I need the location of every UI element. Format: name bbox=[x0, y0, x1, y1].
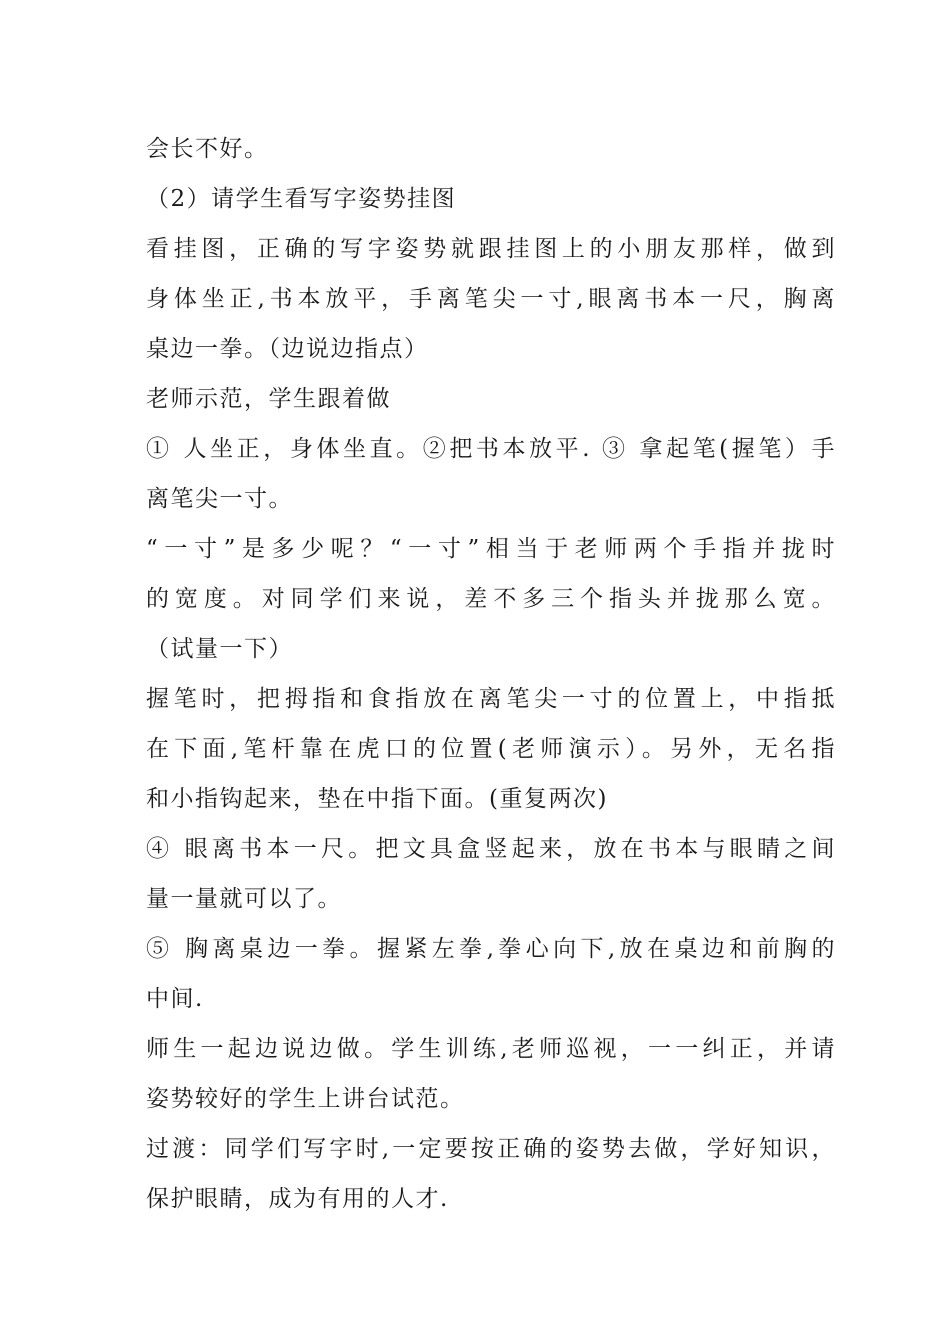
text-line: 看挂图，正确的写字姿势就跟挂图上的小朋友那样，做到 bbox=[146, 236, 836, 262]
text-line: 师生一起边说边做。学生训练,老师巡视，一一纠正，并请 bbox=[146, 1036, 836, 1062]
text-line: 桌边一拳。（边说边指点） bbox=[146, 336, 429, 362]
text-line: 离笔尖一寸。 bbox=[146, 486, 293, 512]
text-line: ① 人坐正，身体坐直。②把书本放平. ③ 拿起笔(握笔）手 bbox=[146, 436, 836, 462]
text-line: （2）请学生看写字姿势挂图 bbox=[146, 186, 457, 212]
text-line: “一寸”是多少呢？“一寸”相当于老师两个手指并拢时 bbox=[146, 536, 836, 562]
text-line: ⑤ 胸离桌边一拳。握紧左拳,拳心向下,放在桌边和前胸的 bbox=[146, 936, 836, 962]
text-line: 老师示范，学生跟着做 bbox=[146, 386, 391, 412]
text-line: 的宽度。对同学们来说，差不多三个指头并拢那么宽。 bbox=[146, 586, 836, 612]
text-line: 姿势较好的学生上讲台试范。 bbox=[146, 1086, 465, 1112]
text-line: ④ 眼离书本一尺。把文具盒竖起来，放在书本与眼睛之间 bbox=[146, 836, 836, 862]
text-line: 过渡：同学们写字时,一定要按正确的姿势去做，学好知识， bbox=[146, 1136, 836, 1162]
text-line: 量一量就可以了。 bbox=[146, 886, 342, 912]
text-line: 保护眼睛，成为有用的人才. bbox=[146, 1186, 449, 1212]
text-line: 和小指钩起来，垫在中指下面。(重复两次) bbox=[146, 786, 608, 812]
text-line: 身体坐正,书本放平，手离笔尖一寸,眼离书本一尺，胸离 bbox=[146, 286, 836, 312]
text-line: 会长不好。 bbox=[146, 136, 269, 162]
text-line: 中间. bbox=[146, 986, 204, 1012]
text-line: （试量一下） bbox=[146, 636, 293, 662]
text-line: 在下面,笔杆靠在虎口的位置(老师演示）。另外，无名指 bbox=[146, 736, 836, 762]
text-line: 握笔时，把拇指和食指放在离笔尖一寸的位置上，中指抵 bbox=[146, 686, 836, 712]
